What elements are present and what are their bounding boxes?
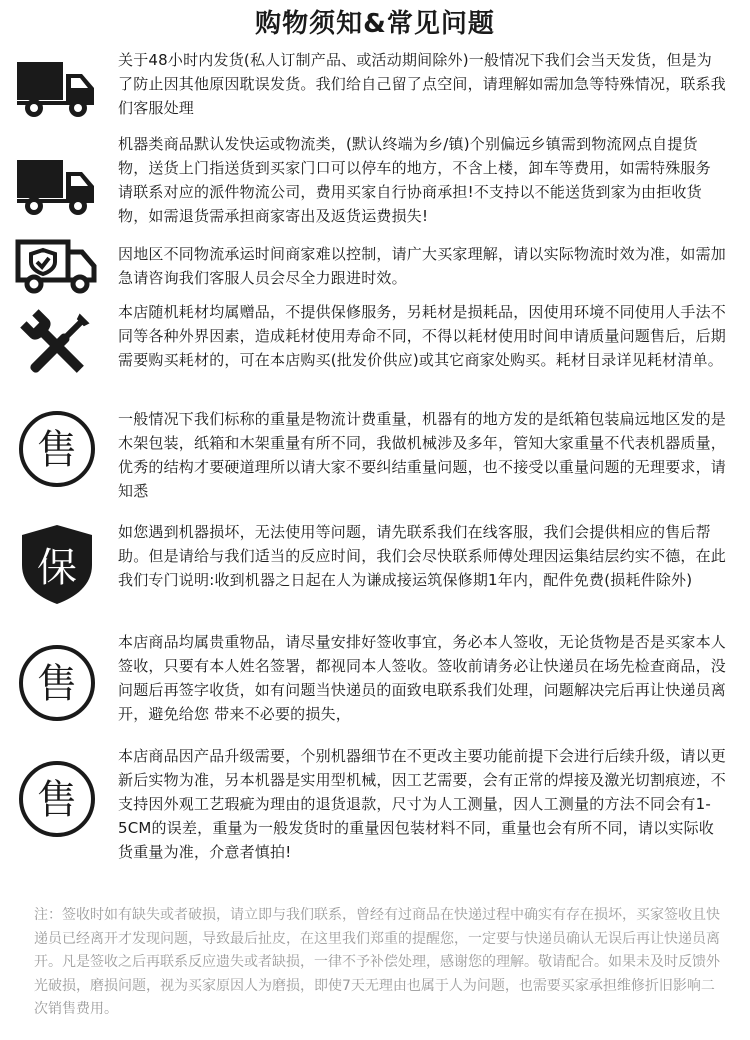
page-title: 购物须知&常见问题 <box>255 9 495 39</box>
delivery-truck-icon <box>14 140 100 226</box>
after-sale-glyph: 售 <box>37 661 77 707</box>
notice-text: 本店随机耗材均属赠品，不提供保修服务，另耗材是损耗品，因使用环境不同使用人手法不同等各种外界因素，造成耗材使用寿命不同，不得以耗材使用时间申请质量问题售后，后期需要购买耗材的，可在本店购买(批发价供应)或其它商家处购买。耗材目录详见耗材清单。 <box>118 303 727 369</box>
shield-truck-icon <box>14 220 100 306</box>
signing-note: 注：签收时如有缺失或者破损，请立即与我们联系，曾经有过商品在快递过程中确实有存在损坏，买家签收且快递员已经离开才发现问题，导致最后扯皮，在这里我们郑重的提醒您，一定要与快递员确认无误后再让快递员离开。凡是签收之后再联系反应遗失或者缺损，一律不予补偿处理，感谢您的理解。敬请配合。如果未及时反馈外光破损，磨损问题，视为买家原因人为磨损，即使7天无理由也属于人为问题，也需要买家承担维修折旧影响二次销售费用。 <box>34 907 720 1017</box>
after-sale-icon <box>14 406 100 492</box>
warranty-glyph: 保 <box>37 545 77 591</box>
after-sale-glyph: 售 <box>37 777 77 823</box>
notice-text: 如您遇到机器损坏，无法使用等问题，请先联系我们在线客服，我们会提供相应的售后帮助。但是请给与我们适当的反应时间，我们会尽快联系师傅处理因运集结层约实不德，在此我们专门说明:收到机器之日起在人为谦成接运筑保修期1年内，配件免费(损耗件除外) <box>118 523 727 589</box>
notice-text: 因地区不同物流承运时间商家难以控制，请广大买家理解，请以实际物流时效为准，如需加急请咨询我们客服人员会尽全力跟进时效。 <box>118 245 727 287</box>
notice-text: 关于48小时内发货(私人订制产品、或活动期间除外)一般情况下我们会当天发货，但是为了防止因其他原因耽误发货。我们给自己留了点空间，请理解如需加急等特殊情况，联系我们客服处理 <box>118 51 727 117</box>
notice-text: 机器类商品默认发快运或物流类，(默认终端为乡/镇)个别偏远乡镇需到物流网点自提货物，送货上门指送货到买家门口可以停车的地方，不含上楼，卸车等费用，如需特殊服务 请联系对应的派件物流公司，费用买家自行协商承担!不支持以不能送货到家为由拒收货物，如需退货需承担商家寄出及返货运费损失! <box>118 135 711 225</box>
notice-text: 本店商品均属贵重物品，请尽量安排好签收事宜，务必本人签收，无论货物是否是买家本人签收，只要有本人姓名签署，都视同本人签收。签收前请务必让快递员在场先检查商品，没问题后再签字收货，如有问题当快递员的面致电联系我们处理，问题解决完后再让快递员离开，避免给您 带来不必要的损失， <box>118 633 727 723</box>
notice-text: 本店商品因产品升级需要，个别机器细节在不更改主要功能前提下会进行后续升级，请以更新后实物为准，另本机器是实用型机械，因工艺需要，会有正常的焊接及激光切割痕迹，不支持因外观工艺瑕疵为理由的退货退款，尺寸为人工测量，因人工测量的方法不同会有1-5CM的误差，重量为一般发货时的重量因包装材料不同，重量也会有所不同，请以实际收货重量为准，介意者慎拍! <box>118 747 727 861</box>
notice-text: 一般情况下我们标称的重量是物流计费重量，机器有的地方发的是纸箱包装扁远地区发的是木架包装，纸箱和木架重量有所不同，我做机械涉及多年，管知大家重量不代表机器质量，优秀的结构才要硬道理所以请大家不要纠结重量问题，也不接受以重量问题的无理要求，请知悉 <box>118 410 727 500</box>
tools-icon <box>14 303 100 389</box>
after-sale-glyph: 售 <box>37 427 77 473</box>
delivery-truck-icon <box>14 42 100 128</box>
warranty-shield-icon <box>14 521 100 607</box>
after-sale-icon <box>14 756 100 842</box>
after-sale-icon <box>14 640 100 726</box>
